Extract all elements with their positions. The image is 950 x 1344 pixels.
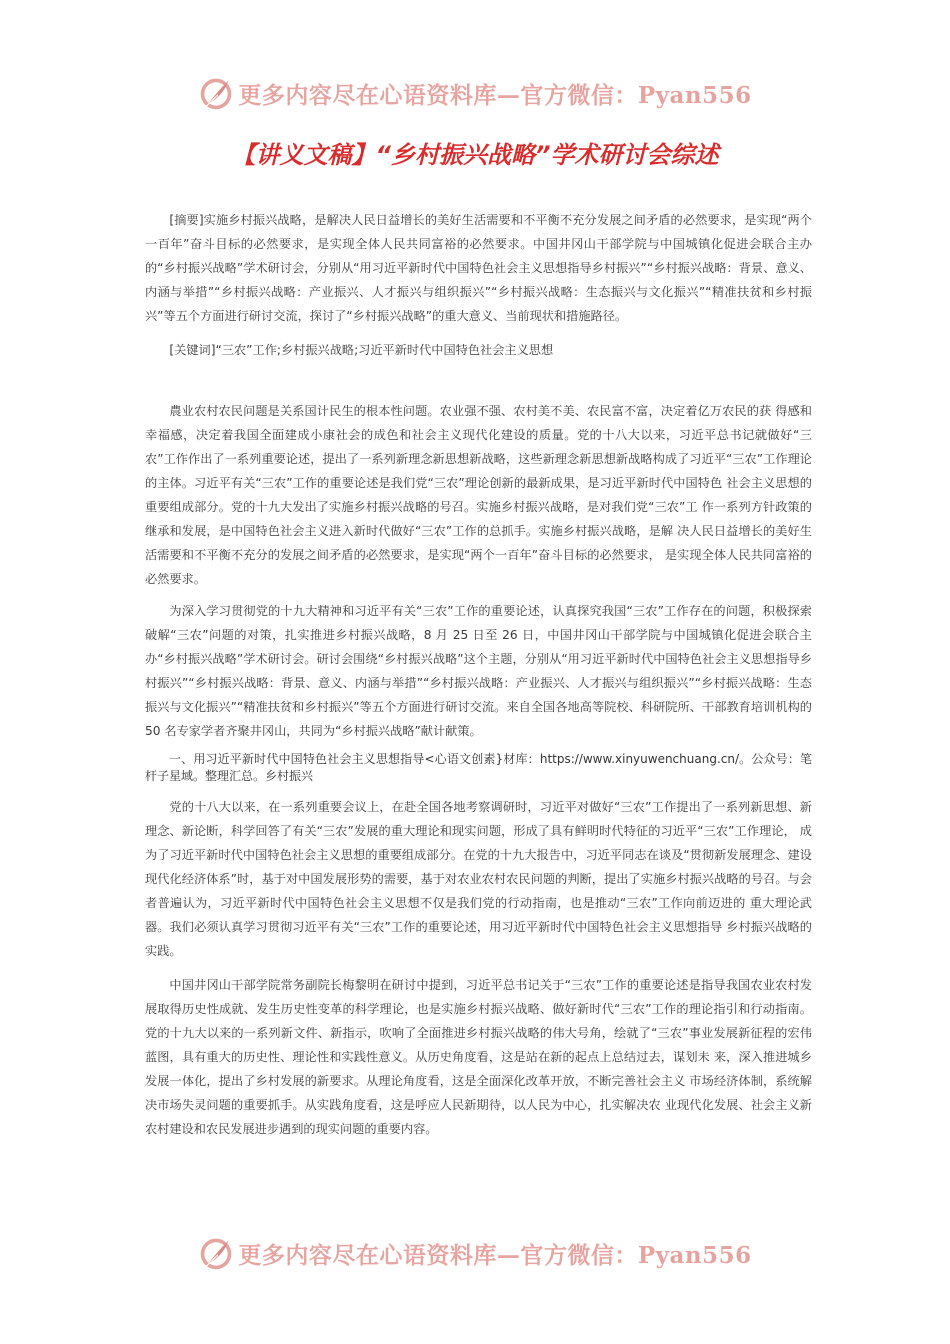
- intro-paragraph: 農业农村农民问题是关系国计民生的根本性问题。农业强不强、农村美不美、农民富不富，决定着亿万农民的获 得感和幸福感，决定着我国全面建成小康社会的成色和社会主义现代化建设的质量。党的十八大以来，习近平总书记就做好“三农”工作作出了一系列重要论述，提出了一系列新理念新思想新战略，这些新理念新思想新战略构成了习近平“三农”工作理论的主体。习近平有关“三农”工作的重要论述是我们党“三农”理论创新的最新成果，是习近平新时代中国特色 社会主义思想的重要组成部分。党的十九大发出了实施乡村振兴战略的号召。实施乡村振兴战略，是对我们党“三农”工 作一系列方针政策的继承和发展，是中国特色社会主义进入新时代做好“三农”工作的总抓手。实施乡村振兴战略，是解 决人民日益增长的美好生活需要和不平衡不充分的发展之间矛盾的必然要求，是实现“两个一百年”奋斗目标的必然要求， 是实现全体人民共同富裕的必然要求。: [145, 404, 812, 586]
- quill-logo-icon: [198, 1235, 234, 1271]
- section-1-paragraph-2: 中国井冈山干部学院常务副院长梅黎明在研讨中提到，习近平总书记关于“三农”工作的重要论述是指导我国农业农村发展取得历史性成就、发生历史性变革的科学理论，也是实施乡村振兴战略、做好新时代“三农”工作的理论指引和行动指南。党的十九大以来的一系列新文件、新指示，吹响了全面推进乡村振兴战略的伟大号角，绘就了“三农”事业发展新征程的宏伟蓝图，具有重大的历史性、理论性和实践性意义。从历史角度看，这是站在新的起点上总结过去，谋划未 来，深入推进城乡发展一体化，提出了乡村发展的新要求。从理论角度看，这是全面深化改革开放，不断完善社会主义 市场经济体制，系统解决市场失灵问题的重要抓手。从实践角度看，这是呼应人民新期待，以人民为中心，扎实解决农 业现代化发展、社会主义新农村建设和农民发展进步遇到的现实问题的重要内容。: [145, 978, 812, 1136]
- section-heading-1: 一、用习近平新时代中国特色社会主义思想指导<心语文创素}材库：https://www.xinyuwenchuang.cn/。公众号：笔杆子星域。整理汇总。乡村振兴: [145, 752, 812, 783]
- watermark-text: 更多内容尽在心语资料库—官方微信：Pyan556: [238, 81, 752, 109]
- keywords-paragraph: [关键词]“三农”工作;乡村振兴战略;习近平新时代中国特色社会主义思想: [169, 343, 554, 357]
- watermark-banner-top: [0, 71, 950, 115]
- section-1-paragraph-1: 党的十八大以来，在一系列重要会议上，在赴全国各地考察调研时，习近平对做好“三农”工作提出了一系列新思想、新理念、新论断，科学回答了有关“三农”发展的重大理论和现实问题，形成了具有鲜明时代特征的习近平“三农”工作理论， 成为了习近平新时代中国特色社会主义思想的重要组成部分。在党的十九大报告中，习近平同志在谈及“贯彻新发展理念、建设现代化经济体系”时，基于对中国发展形势的需要，基于对农业农村农民问题的判断，提出了实施乡村振兴战略的号召。与会者普遍认为，习近平新时代中国特色社会主义思想不仅是我们党的行动指南，也是推动“三农”工作向前迈进的 重大理论武器。我们必须认真学习贯彻习近平有关“三农”工作的重要论述，用习近平新时代中国特色社会主义思想指导 乡村振兴战略的实践。: [145, 800, 812, 958]
- document-body: [145, 208, 812, 1141]
- watermark-text: 更多内容尽在心语资料库—官方微信：Pyan556: [238, 1241, 752, 1269]
- page-title: 【讲义文稿】“乡村振兴战略”学术研讨会综述: [231, 141, 719, 169]
- abstract-paragraph: [摘要]实施乡村振兴战略，是解决人民日益增长的美好生活需要和不平衡不充分发展之间矛盾的必然要求，是实现“两个一百年”奋斗目标的必然要求，是实现全体人民共同富裕的必然要求。中国井冈山干部学院与中国城镇化促进会联合主办的“乡村振兴战略”学术研讨会，分别从“用习近平新时代中国特色社会主义思想指导乡村振兴”“乡村振兴战略：背景、意义、内涵与举措”“乡村振兴战略：产业振兴、人才振兴与组织振兴”“乡村振兴战略：生态振兴与文化振兴”“精准扶贫和乡村振兴”等五个方面进行研讨交流，探讨了“乡村振兴战略”的重大意义、当前现状和措施路径。: [145, 213, 812, 323]
- background-paragraph: 为深入学习贯彻党的十九大精神和习近平有关“三农”工作的重要论述，认真探究我国“三农”工作存在的问题，积极探索破解“三农”问题的对策，扎实推进乡村振兴战略，8 月 25 日至 26 日，中国井冈山干部学院与中国城镇化促进会联合主办“乡村振兴战略”学术研讨会。研讨会围绕“乡村振兴战略”这个主题，分别从“用习近平新时代中国特色社会主义思想指导乡村振兴”“乡村振兴战略：背景、意义、内涵与举措”“乡村振兴战略：产业振兴、人才振兴与组织振兴”“乡村振兴战略：生态振兴与文化振兴”“精准扶贫和乡村振兴”等五个方面进行研讨交流。来自全国各地高等院校、科研院所、干部教育培训机构的 50 名专家学者齐聚井冈山，共同为“乡村振兴战略”献计献策。: [145, 604, 812, 738]
- watermark-banner-bottom: [0, 1231, 950, 1275]
- quill-logo-icon: [198, 75, 234, 111]
